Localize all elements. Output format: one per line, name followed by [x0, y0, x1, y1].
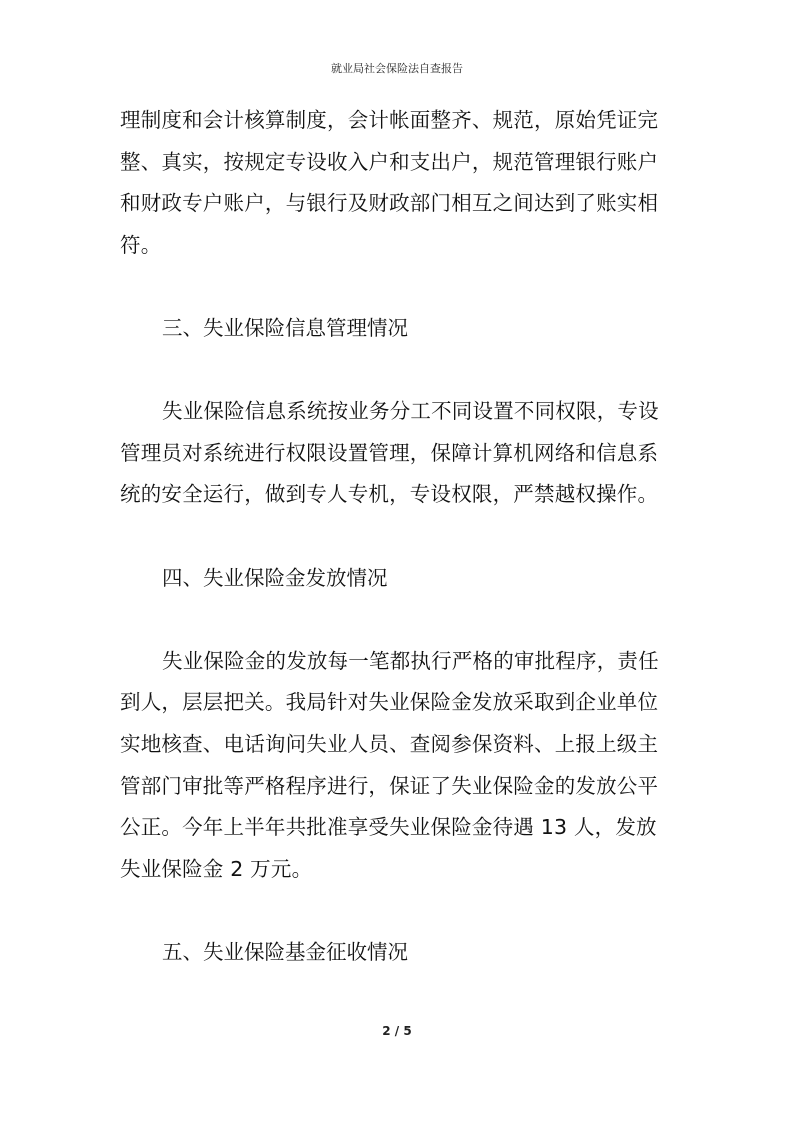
text-line: 符。 — [120, 232, 162, 257]
text-line: 整、真实，按规定专设收入户和支出户，规范管理银行账户 — [120, 149, 659, 174]
spacer — [120, 516, 690, 558]
text-line: 管部门审批等严格程序进行，保证了失业保险金的发放公平 — [120, 773, 659, 798]
section-heading-5: 五、失业保险基金征收情况 — [162, 939, 408, 964]
paragraph-section-3 — [120, 391, 690, 516]
text-line: 理制度和会计核算制度，会计帐面整齐、规范，原始凭证完 — [120, 108, 659, 132]
text-line: 管理员对系统进行权限设置管理，保障计算机网络和信息系 — [120, 440, 659, 465]
paragraph-section-4 — [120, 641, 690, 891]
text-line: 公正。今年上半年共批准享受失业保险金待遇 13 人，发放 — [120, 815, 657, 840]
paragraph-continued — [120, 100, 690, 266]
text-line: 到人，层层把关。我局针对失业保险金发放采取到企业单位 — [120, 690, 659, 715]
section-heading-3: 三、失业保险信息管理情况 — [162, 315, 408, 340]
spacer — [120, 890, 690, 932]
text-line: 失业保险金的发放每一笔都执行严格的审批程序，责任 — [162, 648, 659, 673]
spacer — [120, 266, 690, 308]
text-line: 实地核查、电话询问失业人员、查阅参保资料、上报上级主 — [120, 731, 659, 756]
page-number: 2 / 5 — [382, 1024, 412, 1038]
section-heading-4: 四、失业保险金发放情况 — [162, 565, 388, 590]
page-header-title: 就业局社会保险法自查报告 — [331, 62, 463, 75]
spacer — [120, 599, 690, 641]
text-line: 和财政专户账户，与银行及财政部门相互之间达到了账实相 — [120, 191, 659, 216]
spacer — [120, 350, 690, 392]
text-line: 统的安全运行，做到专人专机，专设权限，严禁越权操作。 — [120, 482, 659, 507]
text-line: 失业保险金 2 万元。 — [120, 856, 313, 881]
document-body — [120, 100, 690, 973]
text-line: 失业保险信息系统按业务分工不同设置不同权限，专设 — [162, 399, 659, 424]
